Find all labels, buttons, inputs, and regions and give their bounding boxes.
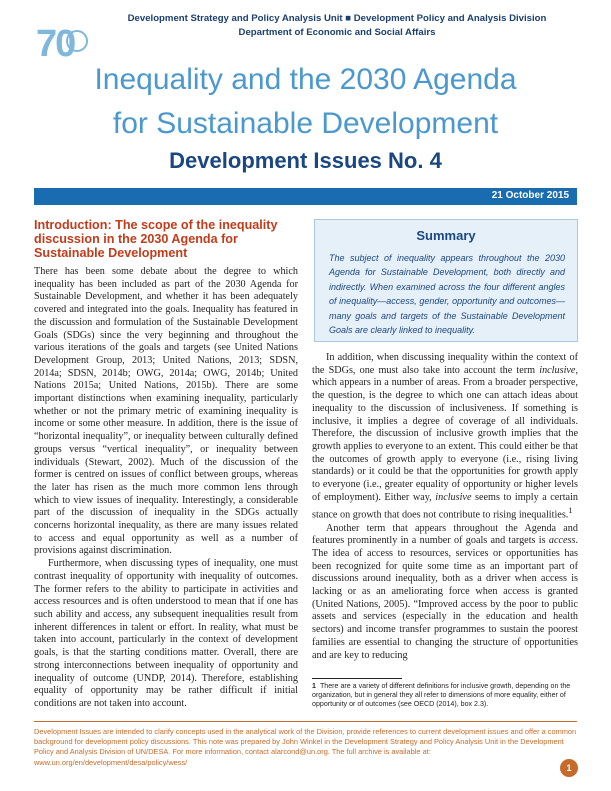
text-run: Another term that appears throughout the Agenda and features prominently in a number of goals and targets is: [312, 522, 578, 547]
right-paragraph-1: [312, 352, 578, 523]
page-title-line-2: for Sustainable Development: [112, 107, 499, 140]
footnote-text: There are a variety of different definitions for inclusive growth, depending on the organization, but in general they all refer to dimensions of more equality, either of opportunity or of outcomes (see OECD (2014), box 2.3).: [312, 682, 571, 708]
intro-heading: Introduction: The scope of the inequality discussion in the 2030 Agenda for Sustainable Development: [34, 218, 278, 260]
emphasis-inclusive: inclusive: [539, 364, 576, 376]
footer-disclaimer: Development Issues are intended to clarify concepts used in the analytical work of the Division, provide references to current development issues and offer a common background for development policy discussions. This note was prepared by John Winkel in the Development Strategy and Policy Analysis Unit in the Development Policy and Analysis Division of UN/DESA. For more information, contact alarcond@un.org. The full archive is available at: www.un.org/en/development/desa/policy/wess/: [34, 727, 577, 767]
text-run: seems to imply a certain stance on growth that does not contribute to rising inequalities.: [312, 491, 579, 521]
page-subtitle: Development Issues No. 4: [169, 148, 442, 173]
text-run: . The idea of access to resources, services or opportunities has been recognized for quite some time as an important part of discussions around inequality, both as a driver when access is lacking or as an ameliorating force when access is granted (United Nations, 2005). “Improved access by the poor to public assets and services (especially in the education and health sectors) and income transfer programmes to sustain the poorest families are essential to changing the structure of opportunities and are key to reducing: [312, 535, 578, 661]
date-bar: [34, 188, 577, 205]
text-run: , which appears in a number of areas. From a broader perspective, the question, is the degree to which one can attach ideas about inequality to the discussion of inclusiveness. If something is inclusive, it implies a degree of coverage of all individuals. Therefore, the discussion of inclusive growth implies that the growth applies to everyone to an extent. This could either be that the outcomes of growth apply to everyone (i.e., rising living standards) or it could be that the opportunities for growth apply to everyone (i.e., greater equality of opportunity or higher levels of employment). Either way,: [312, 364, 578, 503]
text-run: In addition, when discussing inequality within the context of the SDGs, one must also take into account the term: [312, 352, 578, 376]
header-department-line: Department of Economic and Social Affairs: [238, 27, 436, 38]
publication-date: 21 October 2015: [491, 190, 569, 201]
right-column: [312, 352, 578, 662]
right-paragraph-2: [312, 523, 578, 663]
summary-title: Summary: [416, 228, 476, 243]
page-number: 1: [560, 759, 578, 777]
intro-paragraph-1: There has been some debate about the degree to which inequality has been included as part of the 2030 Agenda for Sustainable Development, and whether it has been adequately covered and integrated into the goals. Inequality has featured in the discussion and formulation of the Sustainable Development Goals (SDGs) since the very beginning and throughout the various iterations of the goals and targets (see United Nations Development Group, 2013; United Nations, 2013; SDSN, 2014a; SDSN, 2014b; OWG, 2014a; OWG, 2014b; United Nations 2015a; United Nations, 2015b). There are some important distinctions when examining inequality, particularly whether or not the primary metric of examining inequality is income or some other measure. In addition, there is the issue of “horizontal inequality”, or inequality between culturally defined groups versus “vertical inequality”, or inequality between individuals (Stewart, 2002). Much of the discussion of the former is centred on issues of conflict between groups, whereas the later has risen as the much more common lens through which to view issues of inequality. Interestingly, a considerable part of the discussion of inequality in the SDGs actually concerns horizontal inequality, as there are many issues related to access and equal opportunity as well as a number of provisions against discrimination.: [34, 266, 298, 557]
intro-paragraph-2: Furthermore, when discussing types of inequality, one must contrast inequality of opportunity with inequality of outcomes. The former refers to the ability to participate in activities and access resources and is often understood to mean that if one has such ability and access, any subsequent inequalities result from inherent differences in talent or effort. In reality, what must be taken into account, particularly in the context of development goals, is that the starting conditions matter. Overall, there are strong interconnections between inequality of opportunity and inequality of outcome (UNDP, 2014). Therefore, establishing equality of opportunity may be rather difficult if initial conditions are not taken into account.: [34, 558, 298, 709]
emphasis-inclusive: inclusive: [435, 491, 472, 503]
summary-box: [314, 219, 578, 342]
logo-70-text: 70: [36, 23, 75, 65]
page-title-line-1: Inequality and the 2030 Agenda: [94, 63, 517, 96]
header-unit-line: Development Strategy and Policy Analysis Unit ■ Development Policy and Analysis Division: [127, 13, 547, 24]
footnote-divider: [312, 678, 402, 679]
footnote-ref[interactable]: 1: [568, 505, 573, 516]
summary-text: The subject of inequality appears throughout the 2030 Agenda for Sustainable Development, both directly and indirectly. When examined across the four different angles of inequality—access, gender, opportunity and outcomes—many goals and targets of the Sustainable Development Goals are clearly linked to inequality.: [329, 253, 565, 336]
footer-divider: [34, 721, 577, 722]
footnote-number: 1: [312, 682, 316, 690]
left-column: [34, 266, 298, 711]
emphasis-access: access: [548, 535, 576, 547]
un-emblem-icon: [66, 30, 88, 52]
footnote: [312, 682, 578, 709]
un70-logo: [36, 24, 92, 64]
